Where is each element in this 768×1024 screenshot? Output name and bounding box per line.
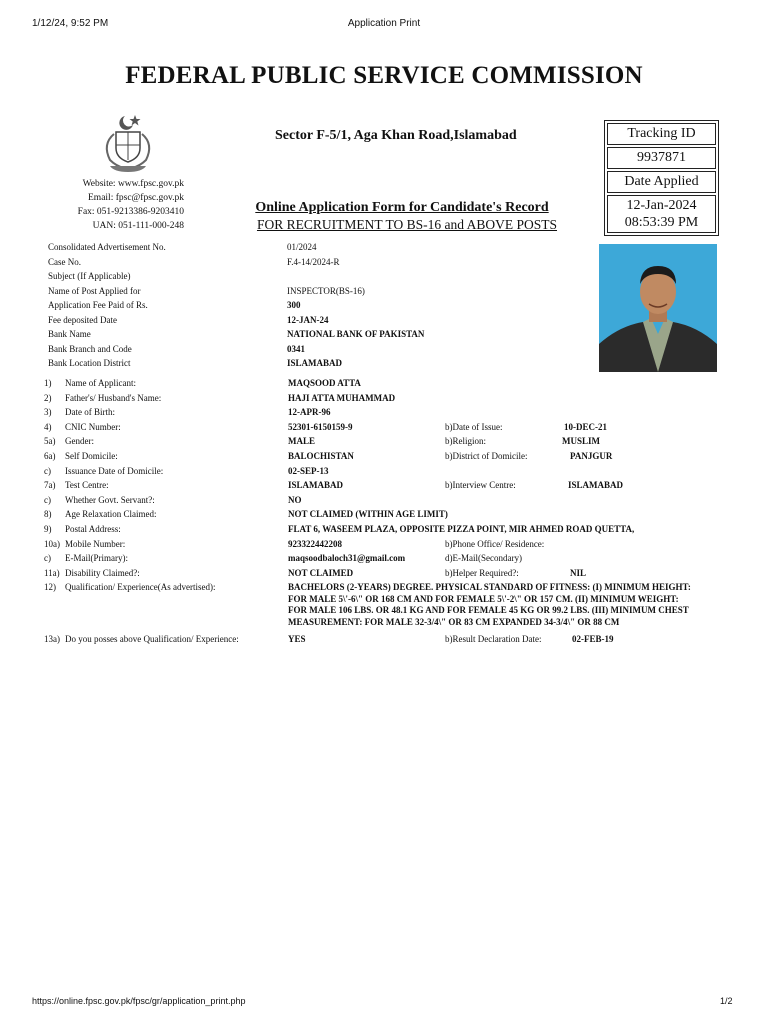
detail-row: 10a) Mobile Number: 923322442208 b)Phone Office/ Residence: — [44, 538, 545, 549]
form-subtitle: FOR RECRUITMENT TO BS-16 and ABOVE POSTS — [256, 217, 558, 232]
detail-row: 5a) Gender: MALE b)Religion: MUSLIM — [44, 436, 600, 447]
advert-row: Case No. F.4-14/2024-R — [48, 256, 340, 267]
tracking-box — [604, 120, 719, 236]
detail-row: c) Issuance Date of Domicile: 02-SEP-13 — [44, 465, 329, 476]
detail-row: 2) Father's/ Husband's Name: HAJI ATTA MUHAMMAD — [44, 392, 396, 403]
contact-email: Email: fpsc@fpsc.gov.pk — [88, 193, 184, 203]
contact-uan: UAN: 051-111-000-248 — [92, 221, 184, 231]
state-emblem-icon — [98, 112, 158, 174]
contact-info — [44, 177, 184, 233]
advert-section — [48, 242, 588, 373]
date-applied-value — [607, 195, 716, 233]
advert-row: Fee deposited Date 12-JAN-24 — [48, 314, 329, 325]
details-section — [44, 378, 724, 649]
detail-row: 6a) Self Domicile: BALOCHISTAN b)District of Domicile: PANJGUR — [44, 450, 613, 461]
detail-row: 9) Postal Address: FLAT 6, WASEEM PLAZA, OPPOSITE PIZZA POINT, MIR AHMED ROAD QUETTA, — [44, 523, 635, 534]
advert-row: Name of Post Applied for INSPECTOR(BS-16) — [48, 285, 365, 296]
tracking-id-value: 9937871 — [607, 147, 716, 169]
candidate-photo — [599, 244, 717, 372]
date-applied-time: 08:53:39 PM — [624, 215, 699, 230]
print-url: https://online.fpsc.gov.pk/fpsc/gr/application_print.php — [32, 996, 246, 1006]
tracking-id-label: Tracking ID — [607, 123, 716, 145]
contact-fax: Fax: 051-9213386-9203410 — [77, 207, 184, 217]
detail-row: 1) Name of Applicant: MAQSOOD ATTA — [44, 378, 361, 388]
advert-row: Subject (If Applicable) — [48, 271, 131, 281]
detail-row: c) Whether Govt. Servant?: NO — [44, 494, 302, 505]
print-page-title: Application Print — [347, 18, 421, 29]
detail-row: 13a) Do you posses above Qualification/ Experience: YES b)Result Declaration Date: 02-FEB-19 — [44, 634, 614, 645]
date-applied-label: Date Applied — [607, 171, 716, 193]
print-datetime: 1/12/24, 9:52 PM — [32, 18, 109, 29]
advert-row: Bank Branch and Code 0341 — [48, 343, 305, 354]
print-page-count: 1/2 — [720, 996, 733, 1006]
page-title: FEDERAL PUBLIC SERVICE COMMISSION — [125, 62, 643, 89]
qualification-row: 12) Qualification/ Experience(As advertised): BACHELORS (2-YEARS) DEGREE. PHYSICAL STANDARD OF FITNESS: (I) MINIMUM HEIGHT: FOR MALE 5\'-6\" OR 168 CM AND FOR FEMALE 5\'-2\" OR 157 CM. (II) MINIMUM WEIGHT: FOR MALE 106 LBS. OR 48.1 KG AND FOR FEMALE 45 KG OR 99.2 LBS. (III) MINIMUM CHEST MEASUREMENT: FOR MALE 32-3/4\" OR 83 CM EXPANDED 34-3/4\" OR 88 CM — [44, 582, 724, 630]
advert-row: Application Fee Paid of Rs. 300 — [48, 300, 301, 310]
detail-row: c) E-Mail(Primary): maqsoodbaloch31@gmail.com d)E-Mail(Secondary) — [44, 553, 522, 564]
qualification-text: BACHELORS (2-YEARS) DEGREE. PHYSICAL STANDARD OF FITNESS: (I) MINIMUM HEIGHT: FOR MALE 5\'-6\" OR 168 CM AND FOR FEMALE 5\'-2\" OR 157 CM. (II) MINIMUM WEIGHT: FOR MALE 106 LBS. OR 48.1 KG AND FOR FEMALE 45 KG OR 99.2 LBS. (III) MINIMUM CHEST MEASUREMENT: FOR MALE 32-3/4\" OR 83 CM EXPANDED 34-3/4\" OR 88 CM — [288, 582, 691, 627]
date-applied-date: 12-Jan-2024 — [626, 198, 697, 213]
detail-row: 8) Age Relaxation Claimed: NOT CLAIMED (WITHIN AGE LIMIT) — [44, 509, 448, 520]
advert-row: Bank Location District ISLAMABAD — [48, 358, 343, 368]
advert-row: Bank Name NATIONAL BANK OF PAKISTAN — [48, 329, 425, 339]
detail-row: 4) CNIC Number: 52301-6150159-9 b)Date of Issue: 10-DEC-21 — [44, 421, 607, 432]
detail-row: 11a) Disability Claimed?: NOT CLAIMED b)Helper Required?: NIL — [44, 567, 587, 578]
form-title: Online Application Form for Candidate's Record — [255, 200, 549, 215]
contact-website: Website: www.fpsc.gov.pk — [82, 179, 184, 189]
detail-row: 3) Date of Birth: 12-APR-96 — [44, 407, 331, 418]
detail-row: 7a) Test Centre: ISLAMABAD b)Interview Centre: ISLAMABAD — [44, 480, 624, 491]
commission-address: Sector F-5/1, Aga Khan Road,Islamabad — [275, 128, 517, 143]
advert-row: Consolidated Advertisement No. 01/2024 — [48, 242, 317, 252]
